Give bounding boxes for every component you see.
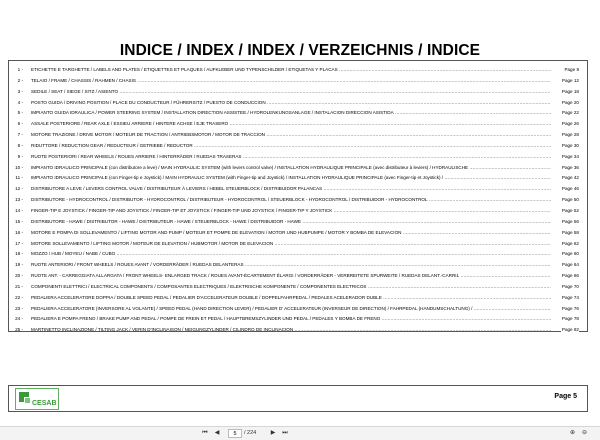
index-row-page: Page 34 bbox=[561, 152, 579, 163]
index-row-title: RUOTE POSTERIORI / REAR WHEELS / ROUES ARRIERE / HINTERRÄDER / RUEDAS TRASERAS ..... bbox=[31, 152, 551, 163]
index-row-number: 9 - bbox=[17, 153, 23, 159]
index-row-number: 21 - bbox=[15, 283, 23, 289]
index-row[interactable] bbox=[9, 163, 587, 174]
index-row-page: Page 8 bbox=[563, 65, 579, 76]
index-row-title: IMPIANTO GUIDA IDRAULICA / POWER STEERING SYSTEM / INSTALLATION DIRECTION ASSISTEE / HYDROLENKUNGSANLAGE / INSTALACION DIRECCION ASISTIDA ..... bbox=[31, 108, 551, 119]
index-row-number: 14 - bbox=[15, 207, 23, 213]
index-row-page: Page 76 bbox=[561, 304, 579, 315]
page-total: / 224 bbox=[244, 430, 257, 436]
index-row-page: Page 74 bbox=[561, 293, 579, 304]
index-row-page: Page 46 bbox=[561, 184, 579, 195]
index-row-number: 5 - bbox=[17, 110, 23, 116]
index-row-number: 18 - bbox=[15, 251, 23, 257]
index-row-number: 13 - bbox=[15, 197, 23, 203]
index-row-number: 8 - bbox=[17, 142, 23, 148]
index-row-page: Page 22 bbox=[561, 108, 579, 119]
index-row[interactable] bbox=[9, 282, 587, 293]
last-page-icon[interactable]: ⏭ bbox=[282, 430, 288, 436]
index-row[interactable] bbox=[9, 65, 587, 76]
index-row[interactable] bbox=[9, 260, 587, 271]
index-row-number: 24 - bbox=[15, 316, 23, 322]
index-row[interactable] bbox=[9, 325, 587, 336]
page-title: INDICE / INDEX / INDEX / VERZEICHNIS / INDICE bbox=[119, 42, 481, 59]
index-row[interactable] bbox=[9, 195, 587, 206]
index-row-title: ASSALE POSTERIORE / REAR AXLE / ESSIEU ARRIERE / HINTERE ACHSE / EJE TRASERO ..... bbox=[31, 119, 551, 130]
next-page-icon[interactable]: ▶ bbox=[270, 430, 276, 436]
index-row[interactable] bbox=[9, 119, 587, 130]
index-row-number: 12 - bbox=[15, 186, 23, 192]
index-row-page: Page 18 bbox=[561, 87, 579, 98]
index-row-page: Page 56 bbox=[561, 217, 579, 228]
index-row[interactable] bbox=[9, 304, 587, 315]
index-row-page: Page 82 bbox=[561, 325, 579, 336]
index-row-title: RUOTE ANT. - CARREGGIATA ALLARGATA / FRONT WHEELS- ENLARGED TRACK / ROUES AVANT-ÉCARTEMENT ÉLARGI / VORDERRÄDER - VERBREITETE SPURWEITE / RUEDAS DELANT.-CARRIL ..... bbox=[31, 271, 551, 282]
index-row[interactable] bbox=[9, 98, 587, 109]
index-row-title: TELAIO / FRAME / CHASSIS / RAHMEN / CHASIS ..... bbox=[31, 76, 551, 87]
index-row[interactable] bbox=[9, 293, 587, 304]
index-row[interactable] bbox=[9, 239, 587, 250]
index-row-title: DISTRIBUTORE A LEVE / LEVERS CONTROL VALVE / DISTRIBUTEUR À LEVIERS / HEBEL STEUERBLOCK / DISTRIBUIDOR PALANCAS ..... bbox=[31, 184, 551, 195]
page-number-input[interactable]: 5 bbox=[228, 429, 242, 438]
index-row-number: 4 - bbox=[17, 99, 23, 105]
index-row[interactable] bbox=[9, 108, 587, 119]
index-row-page: Page 36 bbox=[561, 163, 579, 174]
index-row-title: POSTO GUIDA / DRIVING POSITION / PLACE DU CONDUCTEUR / FÜHRERSITZ / PUESTO DE CONDUCCION ..... bbox=[31, 98, 551, 109]
index-row-title: PEDALIERA ACCELERATORE DOPPIA / DOUBLE SPEED PEDAL / PEDALIER D'ACCELERATEUR DOUBLE / DOPPELFAHRPEDAL / PEDALES ACELERADOR DUBLE ..... bbox=[31, 293, 551, 304]
index-row-page: Page 58 bbox=[561, 228, 579, 239]
index-row-title: RUOTE ANTERIORI / FRONT WHEELS / ROUES AVANT / VORDERRÄDER / RUEDAS DELANTERAS ..... bbox=[31, 260, 551, 271]
index-row-number: 15 - bbox=[15, 218, 23, 224]
index-row-number: 22 - bbox=[15, 294, 23, 300]
index-row-title: PEDALIERA E POMPA FRENO / BRAKE PUMP AND PEDAL / POMPE DE FREIN ET PEDAL / HAUPTBREMSZYLINDER UND PEDAL / PEDALES Y BOMBA DE FRENO ..... bbox=[31, 314, 551, 325]
index-row[interactable] bbox=[9, 184, 587, 195]
zoom-in-icon[interactable]: ⊕ bbox=[569, 430, 576, 436]
index-row[interactable] bbox=[9, 87, 587, 98]
index-row-page: Page 78 bbox=[561, 314, 579, 325]
index-row-title: MOTORE TRAZIONE / DRIVE MOTOR / MOTEUR DE TRACTION / ANTRIEBSMOTOR / MOTOR DE TRACCION ..... bbox=[31, 130, 551, 141]
index-row-title: MOTORE E POMPA DI SOLLEVAMENTO / LIFTING MOTOR AND PUMP / MOTEUR ET POMPE DE ELEVATION / MOTOR UND HUBPUMPE / MOTOR Y BOMBA DE ELEVACION ..... bbox=[31, 228, 551, 239]
index-row-page: Page 28 bbox=[561, 130, 579, 141]
index-row[interactable] bbox=[9, 249, 587, 260]
zoom-out-icon[interactable]: ⊖ bbox=[581, 430, 588, 436]
pdf-viewer-toolbar bbox=[0, 426, 600, 440]
index-row-title: PEDALIERA ACCELERATORE (INVERSORE AL VOLANTE) / SPEED PEDAL (HAND DIRECTION LEVER) / PEDALIER D' ACCELERATEUR (INVERSEUR DE DIRECTION) / FAHRPEDAL (HANDUMSCHALTUNG) / ..... bbox=[31, 304, 551, 315]
index-row-number: 11 - bbox=[15, 175, 23, 181]
index-row[interactable] bbox=[9, 314, 587, 325]
index-row-page: Page 62 bbox=[561, 239, 579, 250]
index-row-title: MOZZO / HUB / MOYEU / NABE / CUBO ..... bbox=[31, 249, 551, 260]
index-row-page: Page 52 bbox=[561, 206, 579, 217]
page-footer bbox=[8, 385, 588, 412]
index-row[interactable] bbox=[9, 141, 587, 152]
index-row-number: 25 - bbox=[15, 327, 23, 333]
index-row-number: 17 - bbox=[15, 240, 23, 246]
index-row-number: 6 - bbox=[17, 121, 23, 127]
first-page-icon[interactable]: ⏮ bbox=[202, 430, 208, 436]
index-row-number: 1 - bbox=[17, 67, 23, 72]
index-row-page: Page 60 bbox=[561, 249, 579, 260]
index-row-number: 3 - bbox=[17, 88, 23, 94]
index-row-title: MARTINETTO INCLINAZIONE / TILTING JACK / VERIN D'INCLINAISON / NEIGUNGZYLINDER / CILINDRO DE INCLINACION ..... bbox=[31, 325, 551, 336]
index-row-title: IMPIANTO IDRAULICO PRINCIPALE (con Finger-tip e Joystick) / MAIN HYDRAULIC SYSTEM (with Finger-tip and Joystick) / INSTALLATION HYDRAULIQUE PRINCIPALE (avec Finger-tip et Joystick) / ..... bbox=[31, 173, 551, 184]
index-row-page: Page 26 bbox=[561, 119, 579, 130]
index-row-page: Page 66 bbox=[561, 271, 579, 282]
index-row-title: MOTORE SOLLEVAMENTO / LIFTING MOTOR / MOTEUR DE ELEVATION / HUBMOTOR / MOTOR DE ELEVACION ..... bbox=[31, 239, 551, 250]
index-row[interactable] bbox=[9, 173, 587, 184]
index-row[interactable] bbox=[9, 130, 587, 141]
index-row-page: Page 50 bbox=[561, 195, 579, 206]
index-row-title: FINGER-TIP E JOYSTICK / FINGER-TIP AND JOYSTICK / FINGER-TIP ET JOYSTICK / FINGER-TIP UND JOYSTICK / FINGER-TIP Y JOYSTICK ..... bbox=[31, 206, 551, 217]
svg-text:CESAB: CESAB bbox=[32, 400, 57, 407]
cesab-logo bbox=[15, 388, 59, 410]
index-row-page: Page 20 bbox=[561, 98, 579, 109]
index-row-number: 2 - bbox=[17, 77, 23, 83]
index-row-title: DISTRIBUTORE - HAWE / DISTRIBUTOR - HAWE / DISTRIBUTEUR - HAWE / STEUERBLOCK - HAWE / DISTRIBUIDOR - HAWE ..... bbox=[31, 217, 551, 228]
index-row-title: SEDILE / SEAT / SIEGE / SITZ / ASIENTO ..... bbox=[31, 87, 551, 98]
index-row-page: Page 30 bbox=[561, 141, 579, 152]
index-row-title: COMPONENTI ELETTRICI / ELECTRICAL COMPONENTS / COMPOSANTES ELECTRIQUES / ELEKTRISCHE KOMPONENTE / COMPONENTES ELECTRICOS ..... bbox=[31, 282, 551, 293]
index-row-number: 23 - bbox=[15, 305, 23, 311]
index-row-page: Page 70 bbox=[561, 282, 579, 293]
index-row[interactable] bbox=[9, 152, 587, 163]
index-row[interactable] bbox=[9, 206, 587, 217]
index-table bbox=[8, 60, 588, 332]
index-list bbox=[9, 65, 587, 336]
index-row-title: RIDUTTORE / REDUCTION GEAR / REDUCTEUR / GETRIEBE / REDUCTOR ..... bbox=[31, 141, 551, 152]
index-row-number: 20 - bbox=[15, 273, 23, 279]
index-row-number: 10 - bbox=[15, 164, 23, 170]
index-row-page: Page 42 bbox=[561, 173, 579, 184]
index-row-title: ETICHETTE E TARGHETTE / LABELS AND PLATES / ETIQUETTES ET PLAQUES / AUFKLEBER UND TYPENSCHILDER / ETIQUETAS Y PLACAS ..... bbox=[31, 65, 551, 76]
index-row-number: 16 - bbox=[15, 229, 23, 235]
previous-page-icon[interactable]: ◀ bbox=[214, 430, 220, 436]
index-row-number: 19 - bbox=[15, 262, 23, 268]
index-row-page: Page 64 bbox=[561, 260, 579, 271]
index-row[interactable] bbox=[9, 217, 587, 228]
index-row[interactable] bbox=[9, 76, 587, 87]
index-row[interactable] bbox=[9, 228, 587, 239]
index-row-page: Page 12 bbox=[561, 76, 579, 87]
footer-page-number: Page 5 bbox=[554, 393, 577, 400]
index-row-number: 7 - bbox=[17, 132, 23, 138]
index-row[interactable] bbox=[9, 271, 587, 282]
index-row-title: IMPIANTO IDRAULICO PRINCIPALE (con distributore a leve) / MAIN HYDRAULIC SYSTEM (with levers control valve) / INSTALLATION HYDRAULIQUE PRINCIPALE (avec distributeur à leviers) / HYDRAULISCHE ..... bbox=[31, 163, 551, 174]
index-row-title: DISTRIBUTORE - HYDROCONTROL / DISTRIBUTOR - HYDROCONTROL / DISTRIBUTEUR - HYDROCONTROL / STEUERBLOCK - HYDROCONTROL / DISTRIBUIDOR - HYDROCONTROL ..... bbox=[31, 195, 551, 206]
